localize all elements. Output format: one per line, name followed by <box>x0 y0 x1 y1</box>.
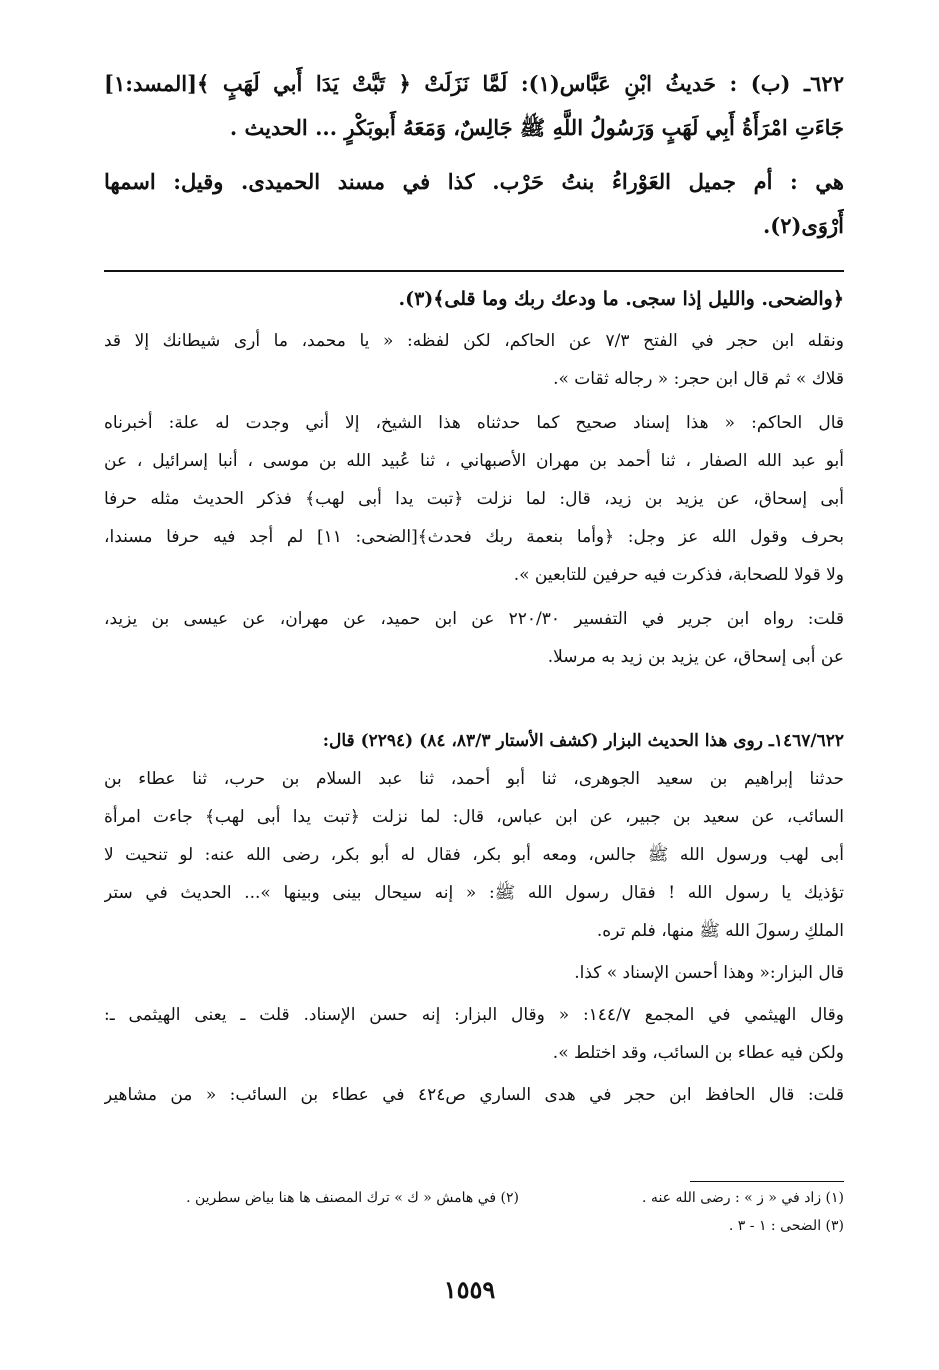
paragraph-line: ونقله ابن حجر في الفتح ٧/٣ عن الحاكم، لكن لفظه: « يا محمد، ما أرى شيطانك إلا قد <box>104 331 844 351</box>
section-divider <box>104 270 844 272</box>
paragraph-line: أبو عبد الله الصفار ، ثنا أحمد بن مهران الأصبهاني ، ثنا عُبيد الله بن موسى ، أنبا إسرائيل ، عن <box>104 451 844 471</box>
verse-line: ﴿والضحى. والليل إذا سجى. ما ودعك ربك وما قلى﴾(٣). <box>398 288 844 310</box>
footnote-2: (٢) في هامش « ك » ترك المصنف ها هنا بياض سطرين . <box>186 1190 519 1206</box>
paragraph-line: حدثنا إبراهيم بن سعيد الجوهرى، ثنا أبو أحمد، ثنا عبد السلام بن حرب، ثنا عطاء بن <box>104 769 844 789</box>
paragraph-line: قلاك » ثم قال ابن حجر: « رجاله ثقات ». <box>553 369 844 389</box>
page-number: ١٥٥٩ <box>443 1275 496 1304</box>
paragraph-line: ولا قولا للصحابة، فذكرت فيه حرفين للتابعين ». <box>513 565 844 585</box>
commentary-block <box>104 280 844 1114</box>
footnote-3: (٣) الضحى : ١ - ٣ . <box>728 1218 844 1234</box>
hadith-line: ٦٢٢ـ (ب) : حَديثُ ابْنِ عَبَّاس(١): لَمَّا نَزَلَتْ ﴿ تَبَّتْ يَدَا أَبي لَهَبٍ ﴾[المسد:١] <box>104 71 844 96</box>
hadith-explanation-line: هي : أم جميل العَوْراءُ بنتُ حَرْب. كذا في مسند الحميدى. وقيل: اسمها <box>104 169 844 194</box>
paragraph-line: ولكن فيه عطاء بن السائب، وقد اختلط ». <box>552 1043 844 1063</box>
footnote-1: (١) زاد في « ز » : رضى الله عنه . <box>642 1190 844 1206</box>
footnote-divider <box>690 1181 844 1182</box>
paragraph-line: السائب، عن سعيد بن جبير، عن ابن عباس، قال: لما نزلت ﴿تبت يدا أبى لهب﴾ جاءت امرأة <box>104 807 844 827</box>
hadith-explanation-line: أَرْوَى(٢). <box>762 213 844 238</box>
hadith-main-block <box>104 62 844 248</box>
paragraph-line: قال الحاكم: « هذا إسناد صحيح كما حدثناه هذا الشيخ، إلا أني وجدت له علة: أخبرناه <box>104 413 844 433</box>
paragraph-line: أبى إسحاق، عن يزيد بن زيد، قال: لما نزلت ﴿تبت يدا أبى لهب﴾ فذكر الحديث مثله حرفا <box>104 489 844 509</box>
paragraph-line: بحرف وقول الله عز وجل: ﴿وأما بنعمة ربك فحدث﴾[الضحى: ١١] لم أجد فيه حرفا مسندا، <box>104 527 844 547</box>
paragraph-line: الملكِ رسولَ الله ﷺ منها، فلم تره. <box>596 921 844 941</box>
paragraph-line: قال البزار:« وهذا أحسن الإسناد » كذا. <box>574 963 844 983</box>
paragraph-line: قلت: رواه ابن جرير في التفسير ٢٢٠/٣٠ عن ابن حميد، عن مهران، عن عيسى بن يزيد، <box>104 609 844 629</box>
section-heading: ١٤٦٧/٦٢٢ـ روى هذا الحديث البزار (كشف الأستار ٨٣/٣، ٨٤) (٢٢٩٤) قال: <box>322 731 844 751</box>
paragraph-line: تؤذيك يا رسول الله ! فقال رسول الله ﷺ: « إنه سيحال بينى وبينها »... الحديث في ستر <box>104 883 844 903</box>
paragraph-line: أبى لهب ورسول الله ﷺ جالس، ومعه أبو بكر، فقال له أبو بكر، رضى الله عنه: لو تنحيت لا <box>104 845 844 865</box>
paragraph-line: عن أبى إسحاق، عن يزيد بن زيد به مرسلا. <box>547 647 844 667</box>
paragraph-line: وقال الهيثمي في المجمع ١٤٤/٧: « وقال البزار: إنه حسن الإسناد. قلت ـ يعنى الهيثمى ـ: <box>104 1005 844 1025</box>
paragraph-line: قلت: قال الحافظ ابن حجر في هدى الساري ص٤٢٤ في عطاء بن السائب: « من مشاهير <box>104 1085 844 1105</box>
hadith-line: جَاءَتِ امْرَأَةُ أَبِي لَهَبٍ وَرَسُولُ اللَّهِ ﷺ جَالِسٌ، وَمَعَهُ أَبوبَكْرٍ ... الحديث . <box>229 115 844 140</box>
